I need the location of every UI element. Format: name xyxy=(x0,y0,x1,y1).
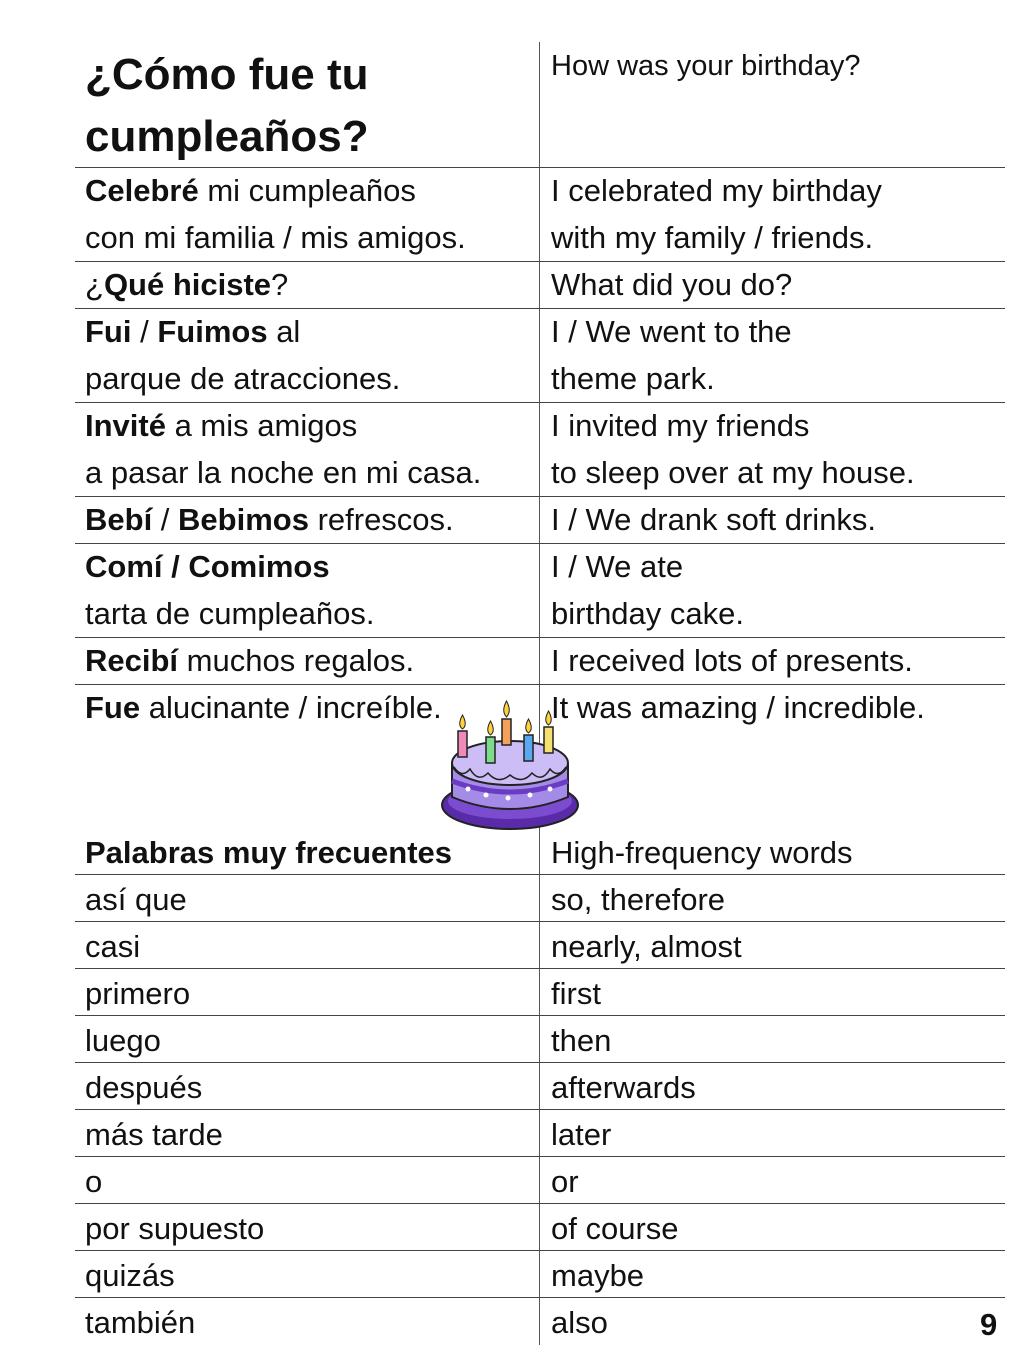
vocab-spanish: más tarde xyxy=(85,1117,223,1152)
phrase-spanish: tarta de cumpleaños. xyxy=(85,596,375,631)
phrase-spanish: Fui / Fuimos al xyxy=(85,314,301,349)
page-title xyxy=(85,44,369,168)
phrase-english: theme park. xyxy=(551,361,715,396)
vocab-spanish: quizás xyxy=(85,1258,175,1293)
phrase-spanish: Comí / Comimos xyxy=(85,549,330,584)
phrase-english: I / We went to the xyxy=(551,314,792,349)
vocab-spanish: después xyxy=(85,1070,203,1105)
vocab-english: so, therefore xyxy=(551,882,726,917)
phrase-english: birthday cake. xyxy=(551,596,744,631)
title-line-1: ¿Cómo fue tu xyxy=(85,50,369,99)
phrase-spanish: ¿Qué hiciste? xyxy=(85,267,289,302)
vocab-english: later xyxy=(551,1117,612,1152)
vocab-english: maybe xyxy=(551,1258,645,1293)
phrase-english: What did you do? xyxy=(551,267,793,302)
row-divider xyxy=(75,874,1005,875)
row-divider xyxy=(75,1156,1005,1157)
row-divider xyxy=(75,1203,1005,1204)
phrase-english: I / We ate xyxy=(551,549,684,584)
vocab-english: afterwards xyxy=(551,1070,696,1105)
phrase-spanish: Fue alucinante / increíble. xyxy=(85,690,442,725)
row-divider xyxy=(75,921,1005,922)
vocab-spanish: casi xyxy=(85,929,141,964)
row-divider xyxy=(75,968,1005,969)
vocab-spanish: también xyxy=(85,1305,196,1340)
page-number: 9 xyxy=(980,1307,998,1342)
vocab-spanish: o xyxy=(85,1164,103,1199)
vocab-spanish: primero xyxy=(85,976,191,1011)
vocab-spanish: por supuesto xyxy=(85,1211,265,1246)
phrase-english: I received lots of presents. xyxy=(551,643,913,678)
phrase-spanish: Celebré mi cumpleaños xyxy=(85,173,416,208)
vocab-english: then xyxy=(551,1023,612,1058)
phrase-english: I celebrated my birthday xyxy=(551,173,882,208)
vocab-english: of course xyxy=(551,1211,679,1246)
vocab-spanish: así que xyxy=(85,882,187,917)
row-divider xyxy=(75,1250,1005,1251)
phrase-spanish: con mi familia / mis amigos. xyxy=(85,220,466,255)
row-divider xyxy=(75,1015,1005,1016)
title-translation: How was your birthday? xyxy=(551,50,861,82)
row-divider xyxy=(75,1062,1005,1063)
phrase-english: I / We drank soft drinks. xyxy=(551,502,877,537)
vocab-english: nearly, almost xyxy=(551,929,742,964)
phrase-spanish: parque de atracciones. xyxy=(85,361,401,396)
phrase-english: It was amazing / incredible. xyxy=(551,690,925,725)
birthday-cake-icon xyxy=(438,693,583,833)
phrase-english: I invited my friends xyxy=(551,408,810,443)
phrase-english: with my family / friends. xyxy=(551,220,874,255)
vocab-english: or xyxy=(551,1164,579,1199)
phrase-english: to sleep over at my house. xyxy=(551,455,915,490)
phrase-spanish: a pasar la noche en mi casa. xyxy=(85,455,482,490)
vocab-header-spanish: Palabras muy frecuentes xyxy=(85,835,453,870)
phrase-spanish: Recibí muchos regalos. xyxy=(85,643,415,678)
vocab-english: first xyxy=(551,976,601,1011)
phrase-spanish: Bebí / Bebimos refrescos. xyxy=(85,502,454,537)
title-line-2: cumpleaños? xyxy=(85,112,369,161)
vocab-english: also xyxy=(551,1305,608,1340)
vocab-header-english: High-frequency words xyxy=(551,835,853,870)
row-divider xyxy=(75,1297,1005,1298)
row-divider xyxy=(75,1109,1005,1110)
vocab-spanish: luego xyxy=(85,1023,161,1058)
phrase-spanish: Invité a mis amigos xyxy=(85,408,358,443)
